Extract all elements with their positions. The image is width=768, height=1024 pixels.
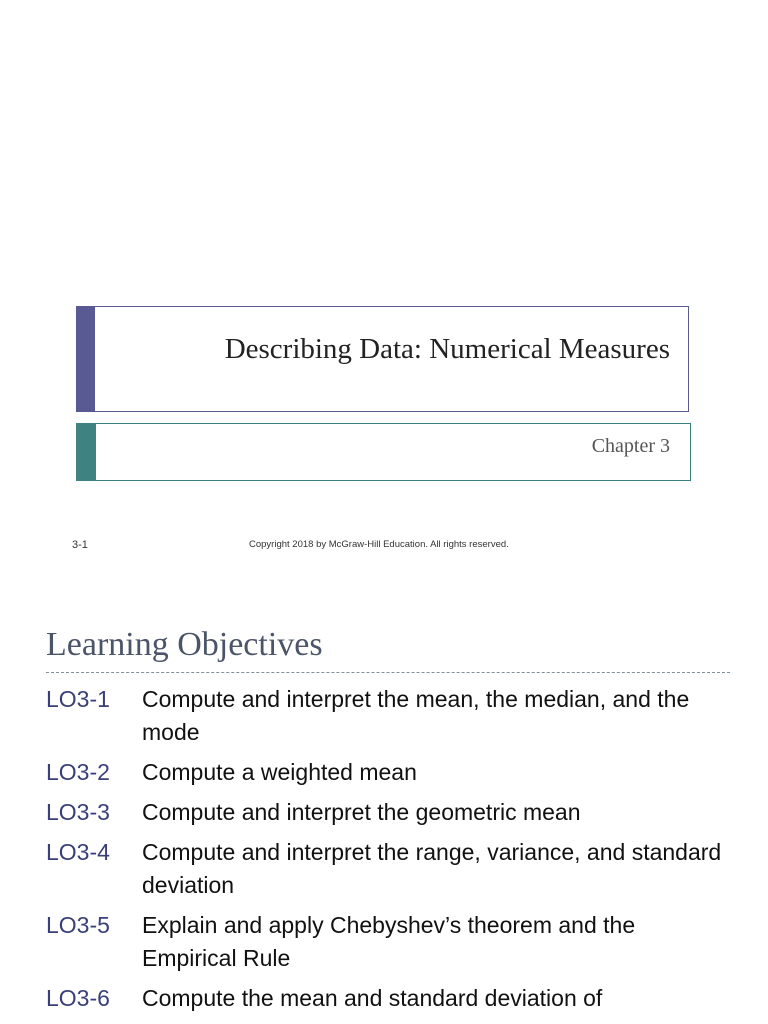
objective-text: Explain and apply Chebyshev’s theorem and the Empirical Rule: [142, 912, 636, 971]
learning-objectives-title: Learning Objectives: [46, 626, 323, 663]
title-box: [76, 306, 689, 412]
objectives-list: [46, 683, 736, 1022]
objective-code: LO3-1: [46, 686, 110, 712]
objective-text: Compute and interpret the range, variance, and standard deviation: [142, 839, 722, 898]
slide-number: 3-1: [72, 539, 88, 551]
list-item: [46, 756, 736, 789]
subtitle-box: [76, 423, 691, 481]
subtitle-accent-bar: [76, 423, 96, 481]
slide-title: Describing Data: Numerical Measures: [224, 333, 670, 365]
list-item: [46, 982, 736, 1015]
objective-text: Compute the mean and standard deviation of: [142, 985, 603, 1011]
objective-code: LO3-3: [46, 799, 110, 825]
objective-text: Compute a weighted mean: [142, 759, 417, 785]
objective-code: LO3-4: [46, 839, 110, 865]
list-item: [46, 796, 736, 829]
copyright-notice: Copyright 2018 by McGraw-Hill Education. All rights reserved.: [249, 539, 509, 550]
list-item: [46, 836, 736, 902]
slide-subtitle: Chapter 3: [591, 435, 670, 457]
objective-text: Compute and interpret the geometric mean: [142, 799, 581, 825]
title-divider: [46, 672, 730, 673]
objective-text: Compute and interpret the mean, the median, and the mode: [142, 686, 690, 745]
list-item: [46, 909, 736, 975]
objective-code: LO3-5: [46, 912, 110, 938]
list-item: [46, 683, 736, 749]
objective-code: LO3-6: [46, 985, 110, 1011]
objective-code: LO3-2: [46, 759, 110, 785]
title-accent-bar: [76, 306, 95, 412]
